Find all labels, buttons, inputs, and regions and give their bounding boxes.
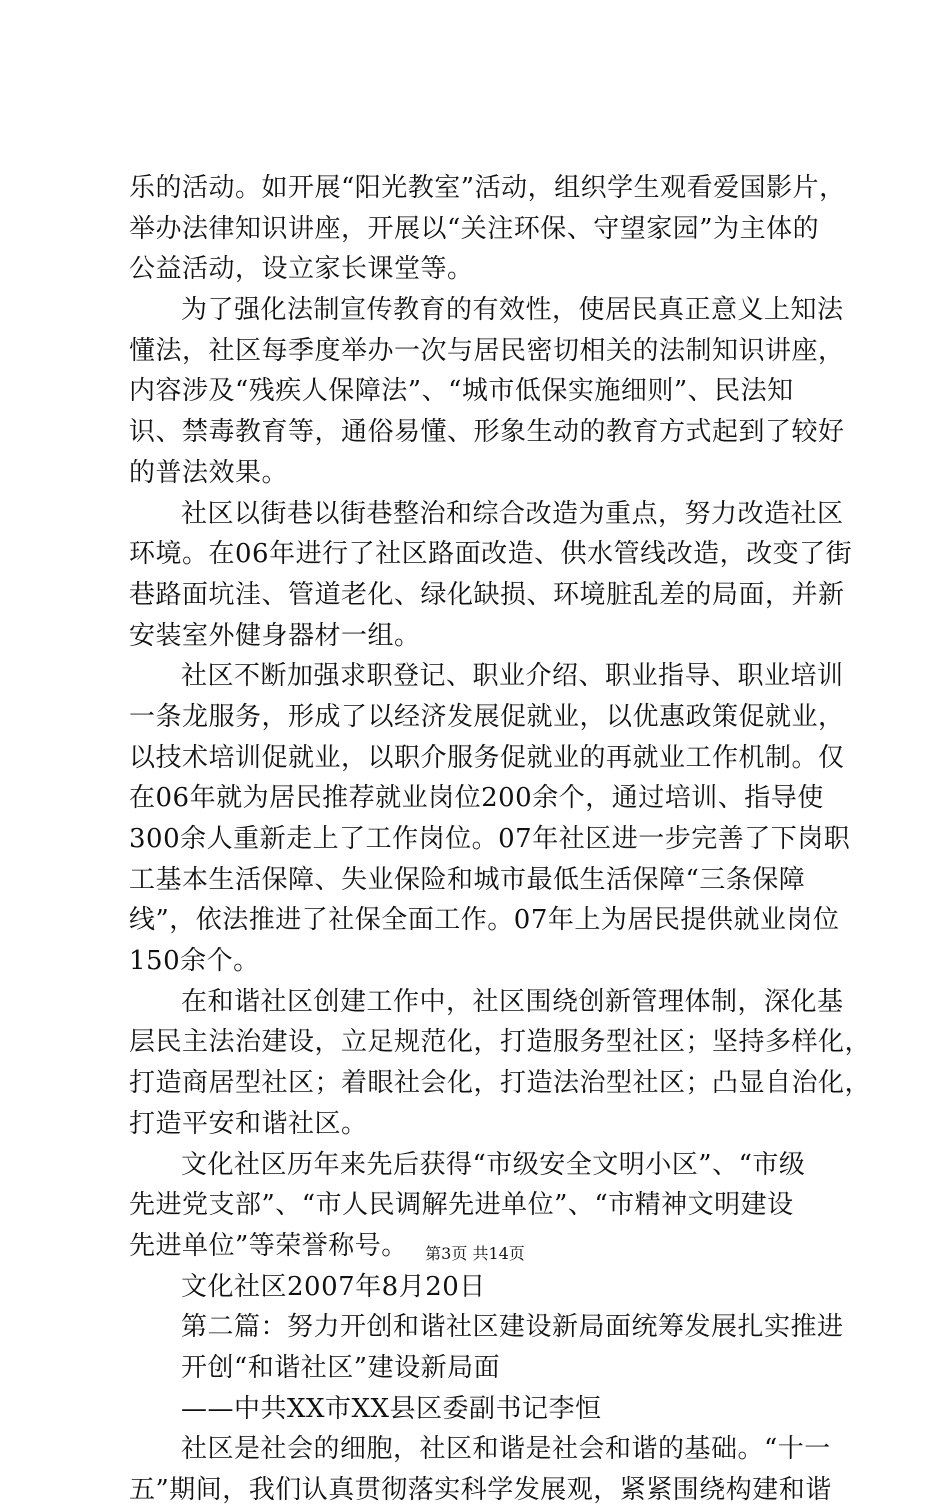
text-line: 层民主法治建设，立足规范化，打造服务型社区；坚持多样化， xyxy=(129,1027,872,1058)
text-line: ——中共XX市XX县区委副书记李恒 xyxy=(181,1393,602,1424)
text-line: 内容涉及“残疾人保障法”、“城市低保实施细则”、民法知 xyxy=(129,376,794,407)
text-line: 识、禁毒教育等，通俗易懂、形象生动的教育方式起到了较好 xyxy=(129,417,845,448)
text-line: 先进党支部”、“市人民调解先进单位”、“市精神文明建设 xyxy=(129,1190,794,1221)
text-line: 第二篇：努力开创和谐社区建设新局面统筹发展扎实推进 xyxy=(181,1312,844,1343)
text-line: 为了强化法制宣传教育的有效性，使居民真正意义上知法 xyxy=(181,295,844,326)
text-line: 懂法，社区每季度举办一次与居民密切相关的法制知识讲座， xyxy=(129,335,845,366)
text-line: 150余个。 xyxy=(129,946,260,977)
text-line: 举办法律知识讲座，开展以“关注环保、守望家园”为主体的 xyxy=(129,213,820,244)
text-line: 乐的活动。如开展“阳光教室”活动，组织学生观看爱国影片， xyxy=(129,173,846,203)
text-line: 300余人重新走上了工作岗位。07年社区进一步完善了下岗职 xyxy=(129,824,851,854)
text-line: 社区以街巷以街巷整治和综合改造为重点，努力改造社区 xyxy=(181,498,844,529)
text-line: 打造商居型社区；着眼社会化，打造法治型社区；凸显自治化， xyxy=(129,1068,872,1099)
text-line: 的普法效果。 xyxy=(129,457,289,488)
page-footer: 第3页 共14页 xyxy=(425,1244,525,1263)
text-line: 巷路面坑洼、管道老化、绿化缺损、环境脏乱差的局面，并新 xyxy=(129,579,845,610)
text-line: 社区是社会的细胞，社区和谐是社会和谐的基础。“十一 xyxy=(181,1434,831,1465)
text-line: 打造平安和谐社区。 xyxy=(129,1108,368,1139)
text-line: 安装室外健身器材一组。 xyxy=(129,620,421,651)
text-line: 五”期间，我们认真贯彻落实科学发展观，紧紧围绕构建和谐 xyxy=(129,1475,832,1505)
text-line: 在06年就为居民推荐就业岗位200余个，通过培训、指导使 xyxy=(129,783,824,814)
document-body xyxy=(129,168,872,1511)
text-line: 文化社区历年来先后获得“市级安全文明小区”、“市级 xyxy=(181,1149,806,1180)
text-line: 环境。在06年进行了社区路面改造、供水管线改造，改变了街 xyxy=(129,539,853,570)
text-line: 社区不断加强求职登记、职业介绍、职业指导、职业培训 xyxy=(181,661,844,692)
text-line: 开创“和谐社区”建设新局面 xyxy=(181,1352,501,1383)
text-line: 线”，依法推进了社保全面工作。07年上为居民提供就业岗位 xyxy=(129,905,840,936)
text-line: 以技术培训促就业，以职介服务促就业的再就业工作机制。仅 xyxy=(129,742,845,773)
text-line: 工基本生活保障、失业保险和城市最低生活保障“三条保障 xyxy=(129,864,806,895)
text-line: 文化社区2007年8月20日 xyxy=(181,1271,486,1302)
text-line: 一条龙服务，形成了以经济发展促就业，以优惠政策促就业， xyxy=(129,701,845,732)
text-line: 先进单位”等荣誉称号。 xyxy=(129,1230,408,1261)
text-line: 在和谐社区创建工作中，社区围绕创新管理体制，深化基 xyxy=(181,986,844,1017)
text-line: 公益活动，设立家长课堂等。 xyxy=(129,254,474,285)
